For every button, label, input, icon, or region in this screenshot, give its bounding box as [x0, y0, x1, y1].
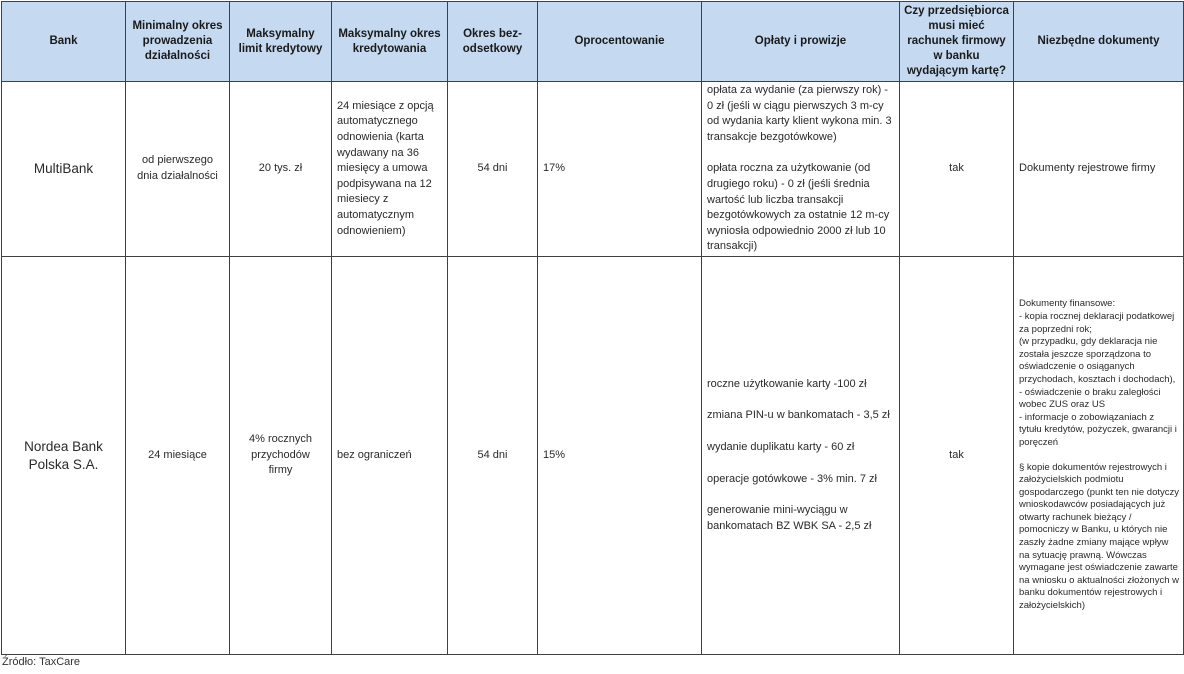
fee-item: opłata roczna za użytkowanie (od drugiego roku) - 0 zł (jeśli średnia wartość lub liczba transakcji bezgotówkowych za ostatnie 12 m-cy wyniosła odpowiednio 2000 zł lub 10 transakcji)	[707, 162, 890, 253]
header-row	[2, 2, 1184, 82]
bank-name: Nordea Bank Polska S.A.	[2, 257, 126, 655]
account-required-cell: tak	[900, 257, 1014, 655]
max-limit-cell: 20 tys. zł	[230, 82, 332, 257]
fees-cell	[702, 257, 900, 655]
min-period-cell: od pierwszego dnia działalności	[126, 82, 230, 257]
documents-financial: Dokumenty finansowe: - kopia rocznej deklaracji podatkowej za poprzedni rok; (w przypadku, gdy deklaracja nie została jeszcze sporządzona to oświadczenie o osiąganych przychodach, kosztach i dochodach), - oświadczenie o braku zaległości wobec ZUS oraz US - informacje o zobowiązaniach z tytułu kredytów, pożyczek, gwarancji i poręczeń	[1019, 298, 1177, 448]
header-max-limit: Maksymalny limit kredytowy	[230, 2, 332, 82]
header-documents: Niezbędne dokumenty	[1014, 2, 1184, 82]
interest-rate-cell: 17%	[538, 82, 702, 257]
header-bank: Bank	[2, 2, 126, 82]
bank-name: MultiBank	[2, 82, 126, 257]
min-period-cell: 24 miesiące	[126, 257, 230, 655]
documents-registration: § kopie dokumentów rejestrowych i założycielskich podmiotu gospodarczego (punkt ten nie dotyczy wnioskodawców posiadających już otwarty rachunek bieżący / pomocniczy w Banku, u których nie zaszły żadne zmiany mające wpływ na sytuację prawną. Wówczas wymagane jest oświadczenie zawarte na wniosku o aktualności złożonych w banku dokumentów rejestrowych i założycielskich)	[1019, 461, 1180, 612]
header-interest-rate: Oprocentowanie	[538, 2, 702, 82]
max-period-cell: bez ograniczeń	[332, 257, 448, 655]
fee-item: wydanie duplikatu karty - 60 zł	[707, 440, 855, 453]
fee-item: zmiana PIN-u w bankomatach - 3,5 zł	[707, 409, 890, 422]
interest-rate-cell: 15%	[538, 257, 702, 655]
header-min-period: Minimalny okres prowadzenia działalności	[126, 2, 230, 82]
header-max-period: Maksymalny okres kredytowania	[332, 2, 448, 82]
table-row	[2, 82, 1184, 257]
max-limit-cell: 4% rocznych przychodów firmy	[230, 257, 332, 655]
max-period-cell: 24 miesiące z opcją automatycznego odnowienia (karta wydawany na 36 miesięcy a umowa podpisywana na 12 miesiecy z automatycznym odnowieniem)	[332, 82, 448, 257]
header-account-required: Czy przedsiębiorca musi mieć rachunek firmowy w banku wydającym kartę?	[900, 2, 1014, 82]
fees-cell	[702, 82, 900, 257]
interest-free-cell: 54 dni	[448, 257, 538, 655]
header-interest-free: Okres bez-odsetkowy	[448, 2, 538, 82]
header-fees: Opłaty i prowizje	[702, 2, 900, 82]
account-required-cell: tak	[900, 82, 1014, 257]
comparison-table	[1, 1, 1184, 655]
fee-item: generowanie mini-wyciągu w bankomatach BZ WBK SA - 2,5 zł	[707, 504, 872, 532]
documents-cell: Dokumenty rejestrowe firmy	[1014, 82, 1184, 257]
fee-item: operacje gotówkowe - 3% min. 7 zł	[707, 472, 877, 485]
source-note: Źródło: TaxCare	[2, 656, 81, 668]
table-row	[2, 257, 1184, 655]
interest-free-cell: 54 dni	[448, 82, 538, 257]
fee-item: opłata za wydanie (za pierwszy rok) - 0 zł (jeśli w ciągu pierwszych 3 m-cy od wydania karty klient wykona min. 3 transakcje bezgotówkowe)	[707, 84, 892, 143]
fee-item: roczne użytkowanie karty -100 zł	[707, 377, 867, 390]
documents-cell	[1014, 257, 1184, 655]
